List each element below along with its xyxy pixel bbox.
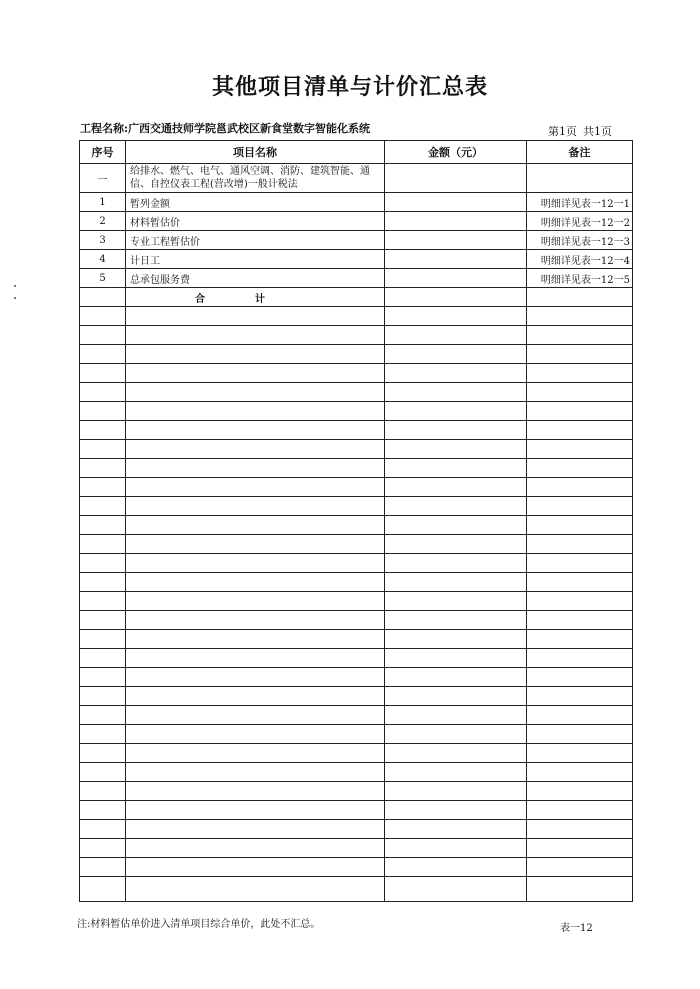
empty-cell [80, 478, 126, 497]
empty-cell [126, 345, 385, 364]
empty-cell [527, 668, 633, 687]
total-label: 合计 [126, 288, 385, 307]
empty-row [80, 345, 633, 364]
empty-cell [126, 459, 385, 478]
empty-cell [80, 535, 126, 554]
empty-cell [80, 725, 126, 744]
row-no: 1 [80, 193, 126, 212]
empty-cell [80, 554, 126, 573]
empty-cell [527, 744, 633, 763]
empty-row [80, 630, 633, 649]
empty-cell [385, 326, 527, 345]
row-amount [385, 269, 527, 288]
empty-row [80, 877, 633, 902]
empty-row [80, 801, 633, 820]
empty-cell [126, 554, 385, 573]
empty-cell [80, 383, 126, 402]
empty-cell [385, 725, 527, 744]
page-title: 其他项目清单与计价汇总表 [211, 74, 488, 100]
empty-row [80, 421, 633, 440]
empty-cell [80, 630, 126, 649]
empty-cell [126, 687, 385, 706]
empty-cell [80, 497, 126, 516]
empty-cell [527, 326, 633, 345]
empty-row [80, 858, 633, 877]
table-row [80, 212, 633, 231]
empty-cell [126, 725, 385, 744]
empty-cell [385, 345, 527, 364]
empty-row [80, 573, 633, 592]
empty-row [80, 535, 633, 554]
empty-cell [527, 497, 633, 516]
empty-cell [385, 744, 527, 763]
empty-cell [527, 630, 633, 649]
empty-cell [385, 535, 527, 554]
empty-cell [527, 725, 633, 744]
empty-cell [385, 421, 527, 440]
empty-cell [527, 820, 633, 839]
empty-cell [80, 782, 126, 801]
empty-cell [527, 459, 633, 478]
row-name: 专业工程暂估价 [126, 231, 385, 250]
row-remark: 明细详见表一12一3 [527, 231, 633, 250]
footnote: 注:材料暂估单价进入清单项目综合单价，此处不汇总。 [77, 919, 321, 930]
empty-cell [527, 402, 633, 421]
empty-cell [385, 364, 527, 383]
empty-cell [126, 421, 385, 440]
empty-cell [126, 478, 385, 497]
page-total: 共1页 [583, 125, 612, 138]
empty-cell [80, 459, 126, 478]
empty-cell [80, 744, 126, 763]
empty-cell [385, 459, 527, 478]
empty-cell [385, 611, 527, 630]
header-item-name: 项目名称 [126, 141, 385, 164]
empty-row [80, 668, 633, 687]
empty-cell [126, 516, 385, 535]
row-remark: 明细详见表一12一5 [527, 269, 633, 288]
empty-cell [385, 763, 527, 782]
empty-cell [527, 440, 633, 459]
empty-row [80, 402, 633, 421]
header-remark: 备注 [527, 141, 633, 164]
empty-row [80, 820, 633, 839]
empty-cell [126, 668, 385, 687]
empty-cell [385, 858, 527, 877]
row-no: 4 [80, 250, 126, 269]
pagination [548, 123, 618, 139]
row-amount [385, 193, 527, 212]
page-number: 第1页 [548, 125, 577, 138]
project-label: 工程名称: [80, 122, 129, 135]
row-amount [385, 164, 527, 193]
empty-cell [527, 345, 633, 364]
empty-row [80, 725, 633, 744]
empty-row [80, 516, 633, 535]
form-number: 表一12 [560, 923, 593, 934]
project-name-line [80, 120, 370, 136]
row-remark [527, 164, 633, 193]
empty-cell [126, 497, 385, 516]
empty-cell [385, 592, 527, 611]
empty-cell [385, 820, 527, 839]
row-amount [385, 250, 527, 269]
empty-cell [385, 383, 527, 402]
empty-cell [126, 364, 385, 383]
empty-row [80, 478, 633, 497]
empty-cell [126, 801, 385, 820]
empty-cell [385, 497, 527, 516]
table-row [80, 193, 633, 212]
empty-cell [385, 573, 527, 592]
row-amount [385, 212, 527, 231]
empty-cell [126, 763, 385, 782]
empty-cell [80, 345, 126, 364]
empty-row [80, 497, 633, 516]
scan-mark [14, 297, 16, 299]
empty-cell [80, 573, 126, 592]
empty-cell [80, 877, 126, 902]
empty-cell [126, 706, 385, 725]
empty-cell [126, 630, 385, 649]
row-no: 一 [80, 164, 126, 193]
empty-cell [80, 421, 126, 440]
empty-cell [527, 307, 633, 326]
empty-cell [385, 630, 527, 649]
empty-cell [80, 687, 126, 706]
empty-row [80, 554, 633, 573]
header-amount: 金额（元） [385, 141, 527, 164]
empty-row [80, 782, 633, 801]
empty-cell [527, 877, 633, 902]
empty-row [80, 744, 633, 763]
row-name: 给排水、燃气、电气、通风空调、消防、建筑智能、通信、自控仪表工程(营改增)一般计税法 [126, 164, 385, 193]
empty-row [80, 459, 633, 478]
empty-row [80, 706, 633, 725]
empty-row [80, 649, 633, 668]
empty-cell [527, 687, 633, 706]
empty-cell [126, 782, 385, 801]
empty-cell [126, 820, 385, 839]
empty-cell [527, 592, 633, 611]
empty-cell [527, 801, 633, 820]
empty-cell [527, 573, 633, 592]
empty-cell [126, 649, 385, 668]
row-remark: 明细详见表一12一1 [527, 193, 633, 212]
empty-cell [80, 649, 126, 668]
empty-cell [385, 687, 527, 706]
empty-cell [80, 668, 126, 687]
empty-cell [80, 763, 126, 782]
row-amount [385, 231, 527, 250]
scan-mark [14, 285, 16, 287]
empty-cell [80, 516, 126, 535]
empty-cell [385, 516, 527, 535]
row-name: 计日工 [126, 250, 385, 269]
table-row [80, 231, 633, 250]
empty-cell [126, 535, 385, 554]
empty-cell [126, 877, 385, 902]
table-row [80, 269, 633, 288]
empty-cell [527, 611, 633, 630]
row-remark: 明细详见表一12一2 [527, 212, 633, 231]
row-no: 5 [80, 269, 126, 288]
row-no: 2 [80, 212, 126, 231]
empty-cell [527, 364, 633, 383]
empty-cell [126, 307, 385, 326]
empty-cell [527, 421, 633, 440]
row-remark: 明细详见表一12一4 [527, 250, 633, 269]
row-name: 总承包服务费 [126, 269, 385, 288]
table-row [80, 164, 633, 193]
empty-cell [527, 535, 633, 554]
empty-cell [126, 744, 385, 763]
empty-cell [527, 858, 633, 877]
empty-row [80, 763, 633, 782]
empty-cell [126, 611, 385, 630]
empty-cell [80, 364, 126, 383]
empty-cell [80, 706, 126, 725]
empty-row [80, 383, 633, 402]
table-row [80, 250, 633, 269]
empty-cell [527, 516, 633, 535]
empty-cell [385, 839, 527, 858]
empty-cell [527, 649, 633, 668]
empty-cell [126, 592, 385, 611]
row-name: 材料暂估价 [126, 212, 385, 231]
empty-cell [527, 763, 633, 782]
empty-cell [385, 402, 527, 421]
empty-cell [80, 402, 126, 421]
empty-cell [385, 307, 527, 326]
total-amount [385, 288, 527, 307]
empty-cell [80, 307, 126, 326]
empty-row [80, 326, 633, 345]
empty-cell [126, 402, 385, 421]
empty-cell [385, 440, 527, 459]
empty-cell [80, 611, 126, 630]
empty-cell [527, 782, 633, 801]
empty-row [80, 307, 633, 326]
empty-cell [126, 573, 385, 592]
project-name: 广西交通技师学院邕武校区新食堂数字智能化系统 [128, 122, 371, 135]
total-no [80, 288, 126, 307]
summary-table [79, 140, 633, 902]
empty-cell [385, 706, 527, 725]
empty-cell [385, 478, 527, 497]
empty-cell [80, 592, 126, 611]
empty-cell [385, 877, 527, 902]
empty-cell [80, 326, 126, 345]
empty-cell [385, 668, 527, 687]
empty-cell [126, 326, 385, 345]
empty-cell [80, 801, 126, 820]
empty-cell [527, 478, 633, 497]
empty-cell [527, 383, 633, 402]
empty-cell [385, 782, 527, 801]
empty-cell [126, 383, 385, 402]
total-row [80, 288, 633, 307]
total-remark [527, 288, 633, 307]
empty-cell [126, 858, 385, 877]
empty-row [80, 440, 633, 459]
empty-cell [527, 839, 633, 858]
empty-row [80, 839, 633, 858]
table-header-row [80, 141, 633, 164]
empty-cell [126, 440, 385, 459]
empty-cell [385, 649, 527, 668]
header-no: 序号 [80, 141, 126, 164]
empty-cell [527, 706, 633, 725]
row-no: 3 [80, 231, 126, 250]
empty-cell [527, 554, 633, 573]
empty-cell [385, 554, 527, 573]
empty-row [80, 364, 633, 383]
empty-row [80, 687, 633, 706]
row-name: 暂列金额 [126, 193, 385, 212]
empty-cell [80, 820, 126, 839]
empty-row [80, 592, 633, 611]
empty-row [80, 611, 633, 630]
empty-cell [80, 858, 126, 877]
empty-cell [385, 801, 527, 820]
empty-cell [80, 440, 126, 459]
empty-cell [126, 839, 385, 858]
empty-cell [80, 839, 126, 858]
